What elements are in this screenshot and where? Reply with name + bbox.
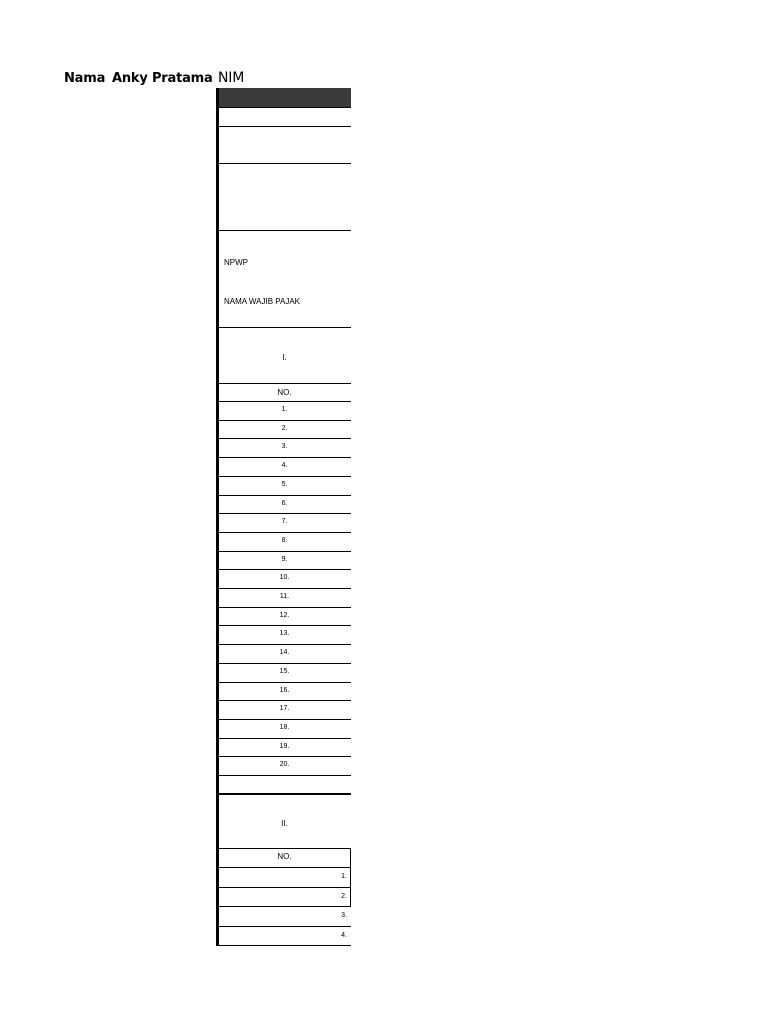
nim-label: NIM	[218, 70, 245, 86]
grid-line	[219, 607, 351, 608]
grid-line	[219, 738, 351, 739]
grid-line	[219, 625, 351, 626]
tax-form-sheet	[216, 88, 351, 946]
table-row-number: 7.	[281, 518, 288, 526]
grid-line	[219, 126, 351, 127]
table-row-number: 5.	[281, 480, 288, 488]
grid-line	[219, 945, 351, 946]
nama-wajib-pajak-label: NAMA WAJIB PAJAK	[224, 297, 301, 306]
grid-line	[219, 107, 351, 108]
table-row-number: 3.	[341, 912, 347, 919]
grid-line	[219, 163, 351, 164]
grid-line	[219, 700, 351, 701]
npwp-label: NPWP	[224, 258, 248, 267]
table-row-number: 20.	[279, 761, 290, 769]
grid-line	[219, 682, 351, 683]
grid-line	[219, 495, 351, 496]
section-2-label: II.	[281, 819, 288, 828]
grid-line	[219, 906, 351, 907]
table-row-number: 8.	[281, 536, 288, 544]
grid-line	[219, 775, 351, 776]
table-row-number: 4.	[341, 931, 347, 939]
grid-line	[219, 588, 351, 589]
table-row-number: 12.	[279, 611, 290, 619]
section-1-label: I.	[282, 353, 287, 362]
table-row-number: 13.	[279, 630, 290, 638]
nama-label: Nama	[64, 71, 106, 86]
grid-line	[219, 327, 351, 328]
table-row-number: 4.	[281, 462, 288, 470]
section-2-no-header: NO.	[277, 852, 292, 861]
grid-line	[219, 513, 351, 514]
table-row-number: 6.	[281, 499, 288, 507]
table-row-number: 17.	[279, 705, 290, 713]
table-row-number: 9.	[281, 555, 288, 563]
grid-line	[219, 794, 351, 795]
table-row-number: 1.	[341, 873, 347, 880]
grid-line	[219, 420, 351, 421]
nama-value: Anky Pratama	[112, 71, 213, 86]
grid-line	[219, 532, 351, 533]
grid-line	[219, 644, 351, 645]
table-row-number: 2.	[281, 424, 288, 432]
grid-line	[219, 793, 351, 794]
grid-line	[219, 438, 351, 439]
grid-line	[219, 867, 351, 868]
table-row-number: 1.	[281, 406, 288, 413]
grid-line	[219, 569, 351, 570]
table-row-number: 11.	[279, 593, 290, 600]
grid-line-vertical	[350, 848, 351, 907]
grid-line	[219, 457, 351, 458]
table-row-number: 14.	[279, 649, 290, 657]
header-bar	[219, 88, 351, 107]
grid-line	[219, 887, 351, 888]
grid-line	[219, 926, 351, 927]
grid-line	[219, 719, 351, 720]
table-row-number: 19.	[279, 742, 290, 750]
table-row-number: 18.	[279, 723, 290, 731]
table-row-number: 10.	[279, 574, 290, 582]
table-row-number: 15.	[279, 667, 290, 675]
table-row-number: 3.	[281, 443, 288, 451]
table-row-number: 16.	[279, 686, 290, 694]
section-1-no-header: NO.	[277, 388, 292, 397]
grid-line	[219, 663, 351, 664]
grid-line	[219, 401, 351, 402]
grid-line	[219, 230, 351, 231]
table-row-number: 2.	[341, 892, 347, 900]
grid-line	[219, 551, 351, 552]
grid-line	[219, 848, 351, 849]
grid-line	[219, 383, 351, 384]
grid-line	[219, 756, 351, 757]
grid-line	[219, 476, 351, 477]
